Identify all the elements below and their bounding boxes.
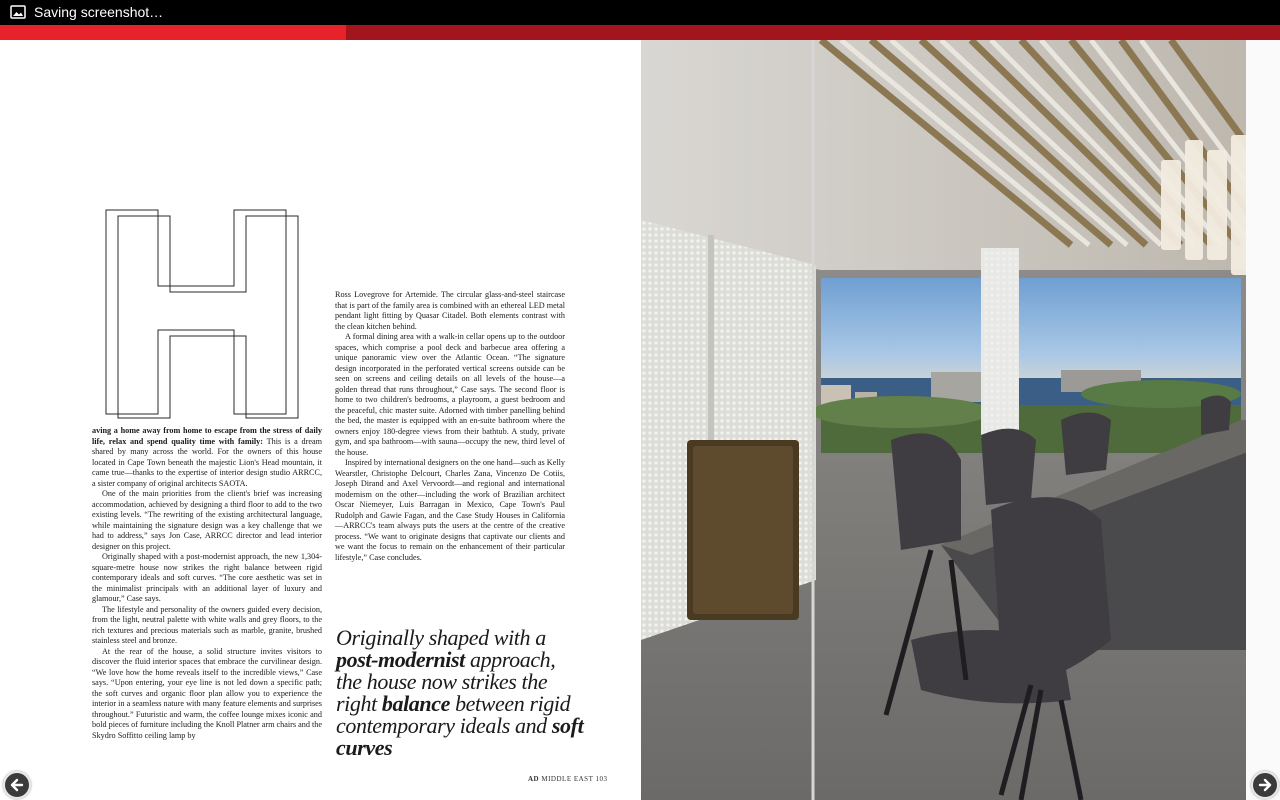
progress-bar xyxy=(0,25,1280,40)
quote-emphasis: balance xyxy=(381,691,450,716)
article-paragraph: Inspired by international designers on the one hand—such as Kelly Wearstler, Christophe Delcourt, Charles Zana, Vincenzo De Cotiis, Joseph Dirand and Axel Vervoordt—and regional and international modernism on the other—including the work of Brazilian architect Oscar Niemeyer, Luis Barragan in Mexico, Cape Town's Paul Rudolph and Gawie Fagan, and the Case Study Houses in California—ARRCC's team always puts the users at the centre of the creative process. “We want to originate designs that captivate our clients and we want the focus to remain on the enhancement of their particular lifestyle,” Case concludes. xyxy=(335,458,565,562)
article-paragraph: One of the main priorities from the client's brief was increasing accommodation, achieved by designing a third floor to add to the two existing levels. “The rewriting of the existing architectural language, while maintaining the signature design was a key challenge that we had to address,” says Jon Case, ARRCC director and lead interior designer on this project. xyxy=(92,489,322,551)
folio-magazine: MIDDLE EAST xyxy=(541,775,594,783)
page-folio xyxy=(528,775,607,783)
pull-quote xyxy=(336,627,586,759)
quote-emphasis: post-modernist xyxy=(336,647,465,672)
article-column-1 xyxy=(92,426,322,741)
next-page-button[interactable] xyxy=(1251,771,1279,799)
status-bar xyxy=(0,0,1280,25)
article-paragraph xyxy=(92,426,322,489)
page-margin xyxy=(1246,40,1280,800)
status-text: Saving screenshot… xyxy=(34,4,164,20)
arrow-right-icon xyxy=(1257,777,1273,793)
image-icon xyxy=(10,4,26,20)
article-paragraph: A formal dining area with a walk-in cellar opens up to the outdoor spaces, which comprise a pool deck and barbecue area offering a unique panoramic view over the Atlantic Ocean. “The signature design incorporated in the perforated vertical screens outside can be seen on screens and ceiling details on all levels of the house—a golden thread that runs throughout,” Case says. The second floor is home to two children's bedrooms, a playroom, a guest bedroom and the peaceful, chic master suite. Adorned with timber panelling behind the bed, the master is equipped with an en-suite bathroom where the owners enjoy 180-degree views from their bathtub. A study, private gym, and spa bathroom—with sauna—occupy the new, third level of the house. xyxy=(335,332,565,457)
drop-cap-letter xyxy=(104,208,300,420)
folio-brand: AD xyxy=(528,775,540,783)
progress-fill xyxy=(0,25,346,40)
lead-in: aving a home away from home to escape from the stress of daily life, relax and spend quality time with family: xyxy=(92,426,322,446)
quote-text: Originally shaped with a xyxy=(336,625,546,650)
article-column-2 xyxy=(335,290,565,563)
quote-text: approach, the house now strikes the right xyxy=(336,647,556,716)
quote-emphasis: soft curves xyxy=(336,713,584,760)
dining-room-photo xyxy=(641,40,1280,800)
quote-text: between rigid contemporary ideals and xyxy=(336,691,571,738)
previous-page-button[interactable] xyxy=(3,771,31,799)
article-paragraph: Originally shaped with a post-modernist approach, the new 1,304-square-metre house now strikes the right balance between rigid contemporary ideals and soft curves. “The core aesthetic was set in the minimalist principals with an additional layer of luxury and glamour,” Case says. xyxy=(92,552,322,603)
paragraph-text: This is a dream shared by many across the world. For the owners of this house located in Cape Town beneath the majestic Lion's Head mountain, it came true—thanks to the expertise of interior design studio ARRCC, a sister company of original architects SAOTA. xyxy=(92,436,322,488)
arrow-left-icon xyxy=(9,777,25,793)
folio-page-number: 103 xyxy=(595,775,608,783)
article-paragraph: At the rear of the house, a solid structure invites visitors to discover the fluid interior spaces that embrace the curvilinear design. “We love how the home reveals itself to the incredible views,” Case says. “Upon entering, your eye line is not led down a specific path; the soft curves and organic floor plan allow you to experience the interior in a seamless nature with many feature elements and surprises throughout.” Futuristic and warm, the coffee lounge mixes iconic and bold pieces of furniture including the Knoll Platner arm chairs and the Skydro Soffitto ceiling lamp by xyxy=(92,646,322,740)
article-paragraph: Ross Lovegrove for Artemide. The circular glass-and-steel staircase that is part of the family area is combined with an ethereal LED metal pendant light fitting by Quasar Citadel. Both elements contrast with the clean kitchen behind. xyxy=(335,290,565,331)
article-paragraph: The lifestyle and personality of the owners guided every decision, from the light, neutral palette with white walls and grey floors, to the rich textures and precious materials such as marble, granite, brushed stainless steel and bronze. xyxy=(92,604,322,645)
